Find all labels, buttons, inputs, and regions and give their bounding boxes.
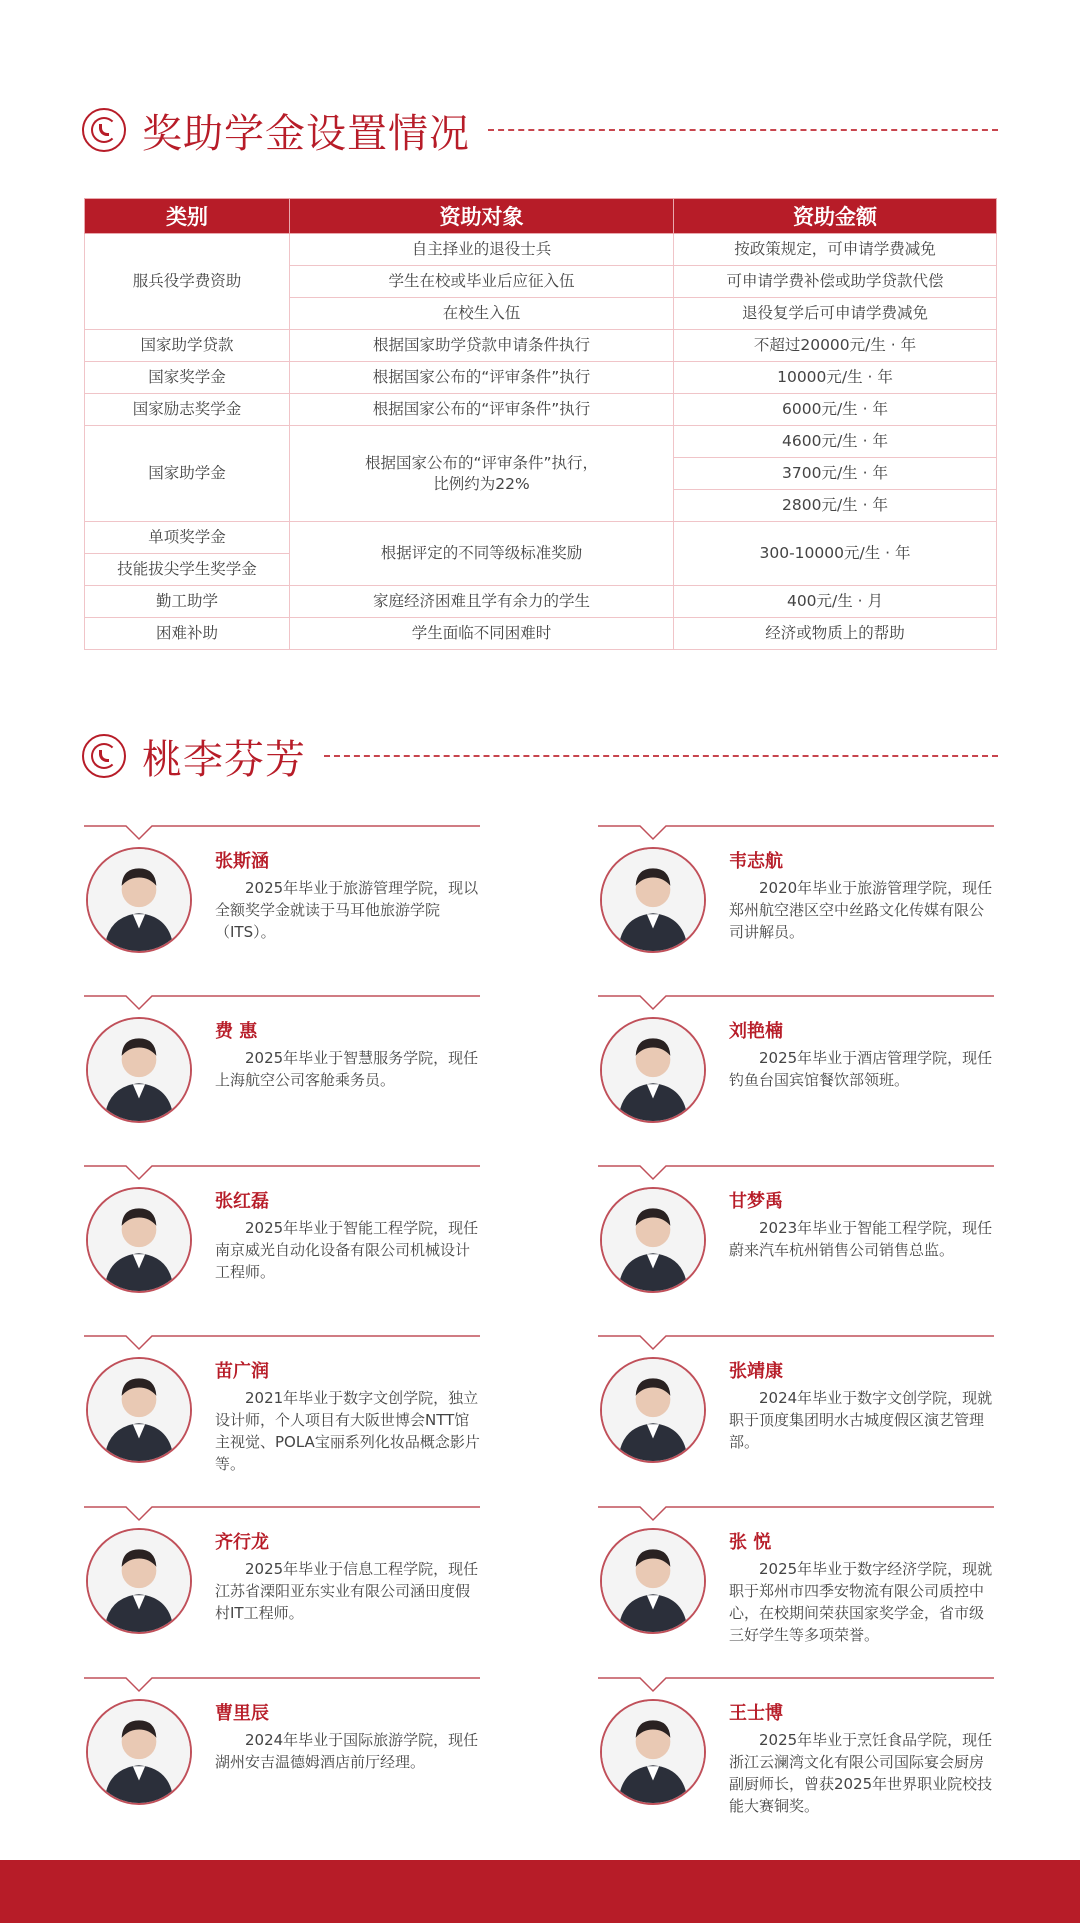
category-cell: 服兵役学费资助 [85, 234, 290, 330]
alumni-name: 甘梦禹 [729, 1191, 783, 1212]
table-row [85, 394, 997, 426]
alumni-name: 张 悦 [729, 1532, 772, 1553]
amount-cell: 2800元/生 · 年 [674, 490, 997, 522]
avatar [600, 1528, 706, 1634]
alumni-card [84, 1333, 480, 1473]
alumni-card [84, 1504, 480, 1634]
alumni-name: 刘艳楠 [729, 1021, 783, 1042]
category-cell: 国家励志奖学金 [85, 394, 290, 426]
alumni-card [598, 1675, 994, 1815]
person-silhouette-icon [88, 1701, 190, 1803]
amount-cell: 不超过20000元/生 · 年 [674, 330, 997, 362]
category-cell: 国家助学贷款 [85, 330, 290, 362]
avatar [86, 847, 192, 953]
amount-cell: 6000元/生 · 年 [674, 394, 997, 426]
section-header-alumni [82, 726, 998, 786]
notch-divider [598, 1163, 994, 1185]
alumni-card [598, 1504, 994, 1644]
school-logo-icon [82, 734, 126, 778]
avatar [600, 847, 706, 953]
alumni-description: 2025年毕业于智能工程学院，现任南京威光自动化设备有限公司机械设计工程师。 [215, 1219, 479, 1281]
notch-divider [84, 1504, 480, 1526]
school-logo-icon [82, 108, 126, 152]
amount-cell: 退役复学后可申请学费减免 [674, 298, 997, 330]
target-cell: 学生面临不同困难时 [290, 618, 674, 650]
alumni-card [598, 823, 994, 953]
alumni-card [598, 993, 994, 1123]
alumni-description: 2024年毕业于数字文创学院，现就职于顶度集团明水古城度假区演艺管理部。 [729, 1389, 993, 1451]
table-header-row [85, 199, 997, 234]
target-cell: 根据国家公布的“评审条件”执行 [290, 362, 674, 394]
alumni-description: 2025年毕业于数字经济学院，现就职于郑州市四季安物流有限公司质控中心，在校期间荣获国家奖学金，省市级三好学生等多项荣誉。 [729, 1560, 993, 1644]
notch-divider [84, 823, 480, 845]
target-cell: 学生在校或毕业后应征入伍 [290, 266, 674, 298]
category-cell: 困难补助 [85, 618, 290, 650]
target-cell: 根据国家助学贷款申请条件执行 [290, 330, 674, 362]
person-silhouette-icon [602, 1359, 704, 1461]
target-cell: 家庭经济困难且学有余力的学生 [290, 586, 674, 618]
category-cell: 单项奖学金 [85, 522, 290, 554]
target-cell: 根据评定的不同等级标准奖励 [290, 522, 674, 586]
scholarship-table [84, 198, 997, 650]
column-header-amount: 资助金额 [674, 199, 997, 234]
alumni-name: 王士博 [729, 1703, 783, 1724]
notch-divider [84, 1675, 480, 1697]
alumni-name: 张靖康 [729, 1361, 783, 1382]
alumni-name: 张红磊 [215, 1191, 269, 1212]
alumni-description: 2025年毕业于信息工程学院，现任江苏省溧阳亚东实业有限公司涵田度假村IT工程师。 [215, 1560, 479, 1622]
person-silhouette-icon [602, 1530, 704, 1632]
amount-cell: 10000元/生 · 年 [674, 362, 997, 394]
alumni-name: 齐行龙 [215, 1532, 269, 1553]
alumni-card [598, 1163, 994, 1293]
table-row [85, 586, 997, 618]
footer-bar [0, 1860, 1080, 1923]
person-silhouette-icon [602, 849, 704, 951]
notch-divider [598, 993, 994, 1015]
alumni-description: 2025年毕业于烹饪食品学院，现任浙江云澜湾文化有限公司国际宴会厨房副厨师长，曾获2025年世界职业院校技能大赛铜奖。 [729, 1731, 993, 1815]
person-silhouette-icon [602, 1701, 704, 1803]
target-line: 根据国家公布的“评审条件”执行， [364, 453, 599, 472]
table-row [85, 522, 997, 554]
section-title: 奖助学金设置情况 [142, 110, 470, 157]
person-silhouette-icon [88, 1530, 190, 1632]
category-cell: 技能拔尖学生奖学金 [85, 554, 290, 586]
dashed-divider [488, 129, 998, 131]
alumni-name: 张斯涵 [215, 851, 269, 872]
alumni-description: 2025年毕业于酒店管理学院，现任钓鱼台国宾馆餐饮部领班。 [729, 1049, 993, 1089]
alumni-card [598, 1333, 994, 1463]
notch-divider [598, 1333, 994, 1355]
target-line: 比例约为22% [433, 474, 530, 493]
alumni-description: 2024年毕业于国际旅游学院，现任湖州安吉温德姆酒店前厅经理。 [215, 1731, 479, 1771]
alumni-description: 2021年毕业于数字文创学院，独立设计师，个人项目有大阪世博会NTT馆主视觉、POLA宝丽系列化妆品概念影片等。 [215, 1389, 480, 1473]
amount-cell: 经济或物质上的帮助 [674, 618, 997, 650]
person-silhouette-icon [602, 1019, 704, 1121]
alumni-name: 曹里辰 [215, 1703, 269, 1724]
category-cell: 勤工助学 [85, 586, 290, 618]
person-silhouette-icon [602, 1189, 704, 1291]
target-cell [290, 426, 674, 522]
alumni-description: 2023年毕业于智能工程学院，现任蔚来汽车杭州销售公司销售总监。 [729, 1219, 993, 1259]
avatar [600, 1187, 706, 1293]
target-cell: 在校生入伍 [290, 298, 674, 330]
notch-divider [598, 823, 994, 845]
amount-cell: 3700元/生 · 年 [674, 458, 997, 490]
avatar [86, 1017, 192, 1123]
avatar [600, 1357, 706, 1463]
column-header-category: 类别 [85, 199, 290, 234]
avatar [86, 1528, 192, 1634]
section-header-scholarship [82, 100, 998, 160]
category-cell: 国家助学金 [85, 426, 290, 522]
alumni-description: 2020年毕业于旅游管理学院，现任郑州航空港区空中丝路文化传媒有限公司讲解员。 [729, 879, 993, 941]
dashed-divider [324, 755, 998, 757]
alumni-card [84, 823, 480, 953]
amount-cell: 按政策规定，可申请学费减免 [674, 234, 997, 266]
notch-divider [598, 1675, 994, 1697]
avatar [86, 1357, 192, 1463]
amount-cell: 300-10000元/生 · 年 [674, 522, 997, 586]
avatar [600, 1017, 706, 1123]
alumni-card [84, 993, 480, 1123]
alumni-description: 2025年毕业于智慧服务学院，现任上海航空公司客舱乘务员。 [215, 1049, 479, 1089]
notch-divider [84, 1333, 480, 1355]
person-silhouette-icon [88, 1189, 190, 1291]
section-title: 桃李芬芳 [142, 736, 306, 783]
notch-divider [84, 1163, 480, 1185]
notch-divider [84, 993, 480, 1015]
alumni-description: 2025年毕业于旅游管理学院，现以全额奖学金就读于马耳他旅游学院（ITS）。 [215, 879, 479, 941]
avatar [86, 1187, 192, 1293]
target-cell: 根据国家公布的“评审条件”执行 [290, 394, 674, 426]
alumni-name: 韦志航 [729, 851, 783, 872]
amount-cell: 400元/生 · 月 [674, 586, 997, 618]
target-cell: 自主择业的退役士兵 [290, 234, 674, 266]
amount-cell: 可申请学费补偿或助学贷款代偿 [674, 266, 997, 298]
table-row [85, 330, 997, 362]
avatar [600, 1699, 706, 1805]
column-header-target: 资助对象 [290, 199, 674, 234]
alumni-card [84, 1675, 480, 1805]
person-silhouette-icon [88, 1359, 190, 1461]
avatar [86, 1699, 192, 1805]
person-silhouette-icon [88, 1019, 190, 1121]
table-row [85, 362, 997, 394]
amount-cell: 4600元/生 · 年 [674, 426, 997, 458]
person-silhouette-icon [88, 849, 190, 951]
category-cell: 国家奖学金 [85, 362, 290, 394]
alumni-name: 费 惠 [215, 1021, 258, 1042]
alumni-card [84, 1163, 480, 1293]
alumni-name: 苗广润 [215, 1361, 269, 1382]
table-row [85, 426, 997, 458]
notch-divider [598, 1504, 994, 1526]
table-row [85, 618, 997, 650]
table-row [85, 234, 997, 266]
